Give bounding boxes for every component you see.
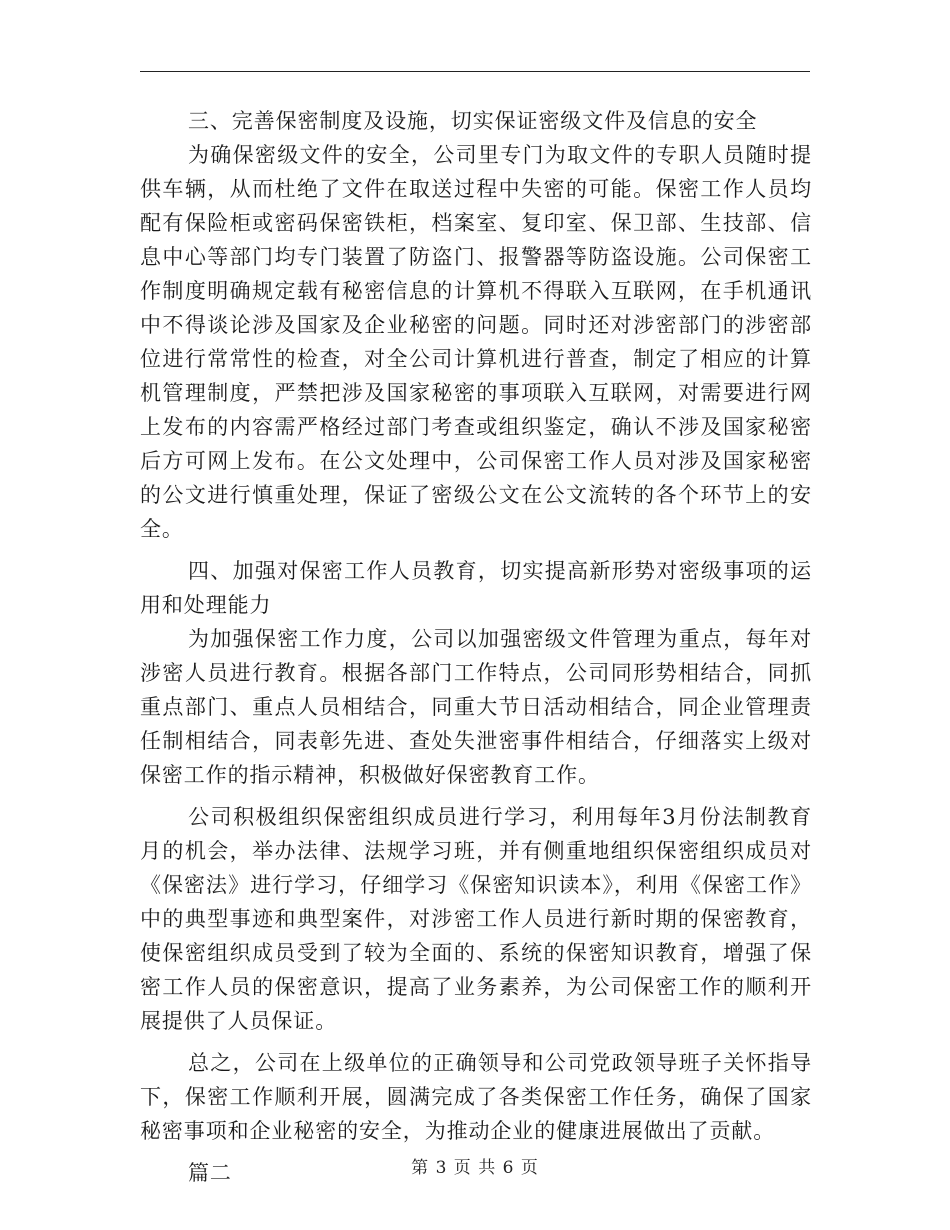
page-number: 第 3 页 共 6 页 <box>411 1158 539 1178</box>
paragraph: 为加强保密工作力度，公司以加强密级文件管理为重点，每年对涉密人员进行教育。根据各部门工作特点，公司同形势相结合，同抓重点部门、重点人员相结合，同重大节日活动相结合，同企业管理责任制相结合，同表彰先进、查处失泄密事件相结合，仔细落实上级对保密工作的指示精神，积极做好保密教育工作。 <box>140 627 812 787</box>
header-rule <box>140 71 810 72</box>
section-heading-4: 四、加强对保密工作人员教育，切实提高新形势对密级事项的运用和处理能力 <box>140 559 812 617</box>
paragraph: 总之，公司在上级单位的正确领导和公司党政领导班子关怀指导下，保密工作顺利开展，圆满完成了各类保密工作任务，确保了国家秘密事项和企业秘密的安全，为推动企业的健康进展做出了贡献。 <box>140 1051 812 1143</box>
paragraph: 为确保密级文件的安全，公司里专门为取文件的专职人员随时提供车辆，从而杜绝了文件在取送过程中失密的可能。保密工作人员均配有保险柜或密码保密铁柜，档案室、复印室、保卫部、生技部、信息中心等部门均专门装置了防盗门、报警器等防盗设施。公司保密工作制度明确规定载有秘密信息的计算机不得联入互联网，在手机通讯中不得谈论涉及国家及企业秘密的问题。同时还对涉密部门的涉密部位进行常常性的检查，对全公司计算机进行普查，制定了相应的计算机管理制度，严禁把涉及国家秘密的事项联入互联网，对需要进行网上发布的内容需严格经过部门考查或组织鉴定，确认不涉及国家秘密后方可网上发布。在公文处理中，公司保密工作人员对涉及国家秘密的公文进行慎重处理，保证了密级公文在公文流转的各个环节上的安全。 <box>140 143 812 541</box>
paragraph: 公司积极组织保密组织成员进行学习，利用每年3月份法制教育月的机会，举办法律、法规学习班，并有侧重地组织保密组织成员对《保密法》进行学习，仔细学习《保密知识读本》，利用《保密工作》中的典型事迹和典型案件，对涉密工作人员进行新时期的保密教育，使保密组织成员受到了较为全面的、系统的保密知识教育，增强了保密工作人员的保密意识，提高了业务素养，为公司保密工作的顺利开展提供了人员保证。 <box>140 805 812 1033</box>
section-title-part-two: 篇二 <box>188 1161 232 1185</box>
document-body <box>140 104 812 1190</box>
section-heading-3: 三、完善保密制度及设施，切实保证密级文件及信息的安全 <box>188 109 758 133</box>
